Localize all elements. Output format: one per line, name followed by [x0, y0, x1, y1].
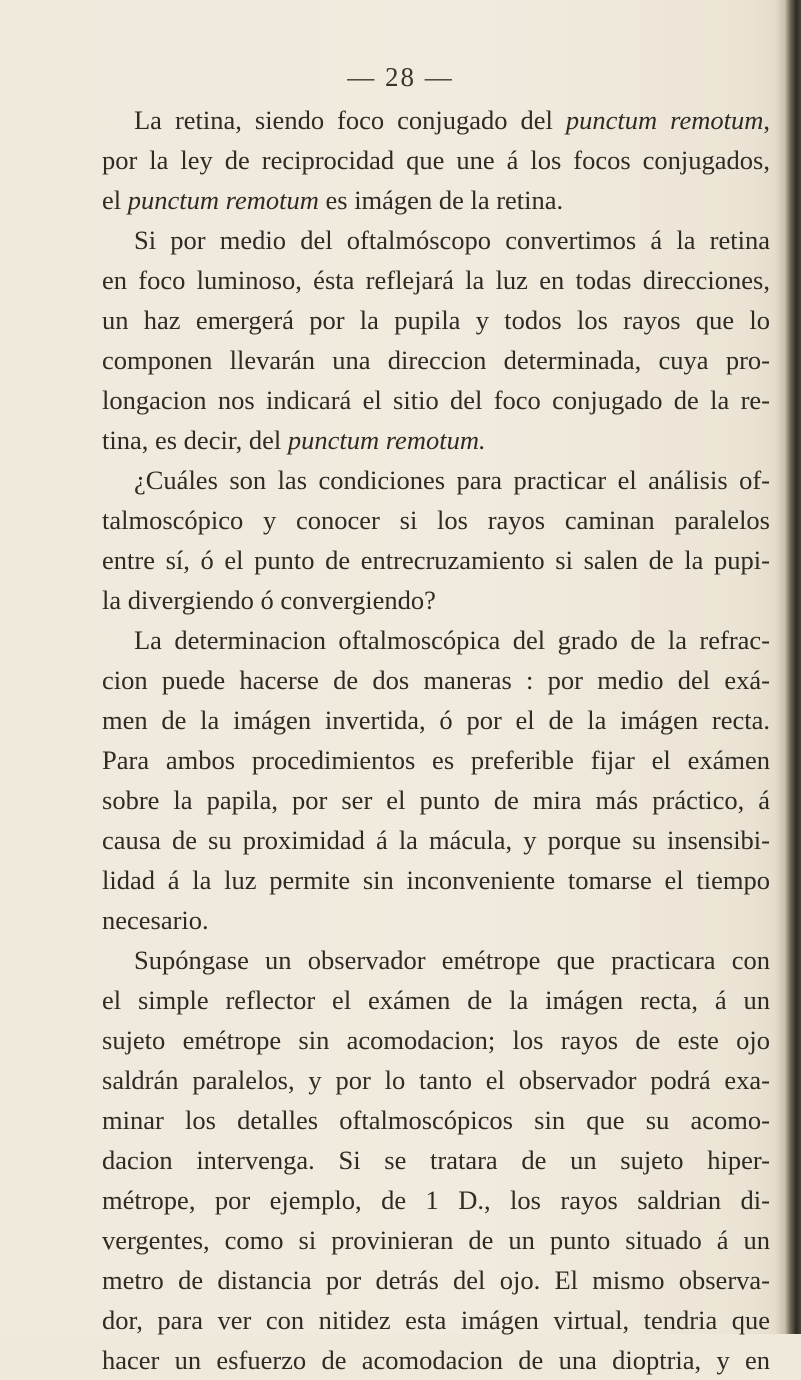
italic-term: punctum remotum [565, 105, 764, 135]
text-run: talmoscópico y conocer si los rayos caminan paralelos [102, 505, 770, 535]
text-run: el [102, 185, 128, 215]
text-line [102, 1100, 770, 1140]
text-line [102, 220, 770, 260]
page-number: — 28 — [347, 62, 454, 92]
text-run: Para ambos procedimientos es preferible fijar el exámen [102, 745, 770, 775]
text-line [102, 340, 770, 380]
text-line [102, 420, 770, 460]
text-run: la divergiendo ó convergiendo? [102, 585, 436, 615]
text-line [102, 660, 770, 700]
text-line [102, 980, 770, 1020]
text-run: dor, para ver con nitidez esta imágen virtual, tendria que [102, 1305, 770, 1335]
italic-term: punctum remotum. [287, 425, 486, 455]
text-run: causa de su proximidad á la mácula, y porque su insensibi- [102, 825, 770, 855]
book-edge [785, 0, 801, 1334]
text-run: métrope, por ejemplo, de 1 D., los rayos saldrian di- [102, 1185, 770, 1215]
text-line [102, 940, 770, 980]
text-run: minar los detalles oftalmoscópicos sin que su acomo- [102, 1105, 770, 1135]
text-line [102, 140, 770, 180]
text-line [102, 1140, 770, 1180]
text-run: men de la imágen invertida, ó por el de la imágen recta. [102, 705, 770, 735]
text-run: ¿Cuáles son las condiciones para practicar el análisis of- [134, 465, 770, 495]
text-run: hacer un esfuerzo de acomodacion de una dioptria, y en [102, 1345, 770, 1375]
text-line [102, 900, 770, 940]
text-line [102, 1220, 770, 1260]
text-line [102, 1260, 770, 1300]
text-line [102, 860, 770, 900]
text-line [102, 180, 770, 220]
text-run: cion puede hacerse de dos maneras : por medio del exá- [102, 665, 770, 695]
text-line [102, 620, 770, 660]
text-line [102, 540, 770, 580]
text-line [102, 780, 770, 820]
text-run: dacion intervenga. Si se tratara de un sujeto hiper- [102, 1145, 770, 1175]
text-line [102, 460, 770, 500]
text-line [102, 740, 770, 780]
text-run: es imágen de la retina. [318, 185, 564, 215]
page-gutter-shadow [775, 0, 785, 1334]
text-line [102, 580, 770, 620]
text-run: sobre la papila, por ser el punto de mira más práctico, á [102, 785, 770, 815]
text-line [102, 1060, 770, 1100]
text-line [102, 260, 770, 300]
text-run: entre sí, ó el punto de entrecruzamiento si salen de la pupi- [102, 545, 770, 575]
text-line [102, 380, 770, 420]
text-run: tina, es decir, del [102, 425, 288, 455]
text-run: un haz emergerá por la pupila y todos los rayos que lo [102, 305, 770, 335]
text-run: Supóngase un observador emétrope que practicara con [134, 945, 770, 975]
text-run: necesario. [102, 905, 209, 935]
text-run: , [763, 105, 770, 135]
text-line [102, 1180, 770, 1220]
text-run: longacion nos indicará el sitio del foco conjugado de la re- [102, 385, 770, 415]
text-run: vergentes, como si provinieran de un punto situado á un [102, 1225, 770, 1255]
text-run: por la ley de reciprocidad que une á los focos conjugados, [102, 145, 770, 175]
italic-term: punctum remotum [127, 185, 319, 215]
text-run: componen llevarán una direccion determinada, cuya pro- [102, 345, 770, 375]
text-line [102, 1340, 770, 1380]
body-text [102, 100, 770, 1380]
text-run: Si por medio del oftalmóscopo convertimos á la retina [134, 225, 770, 255]
text-run: lidad á la luz permite sin inconveniente tomarse el tiempo [102, 865, 770, 895]
text-run: La determinacion oftalmoscópica del grado de la refrac- [134, 625, 770, 655]
text-line [102, 1300, 770, 1340]
text-line [102, 1020, 770, 1060]
text-line [102, 700, 770, 740]
text-line [102, 820, 770, 860]
text-line [102, 100, 770, 140]
text-run: sujeto emétrope sin acomodacion; los rayos de este ojo [102, 1025, 770, 1055]
text-line [102, 500, 770, 540]
text-run: La retina, siendo foco conjugado del [134, 105, 566, 135]
text-run: metro de distancia por detrás del ojo. El mismo observa- [102, 1265, 770, 1295]
text-line [102, 300, 770, 340]
text-run: en foco luminoso, ésta reflejará la luz en todas direcciones, [102, 265, 770, 295]
text-run: saldrán paralelos, y por lo tanto el observador podrá exa- [102, 1065, 770, 1095]
text-run: el simple reflector el exámen de la imágen recta, á un [102, 985, 770, 1015]
